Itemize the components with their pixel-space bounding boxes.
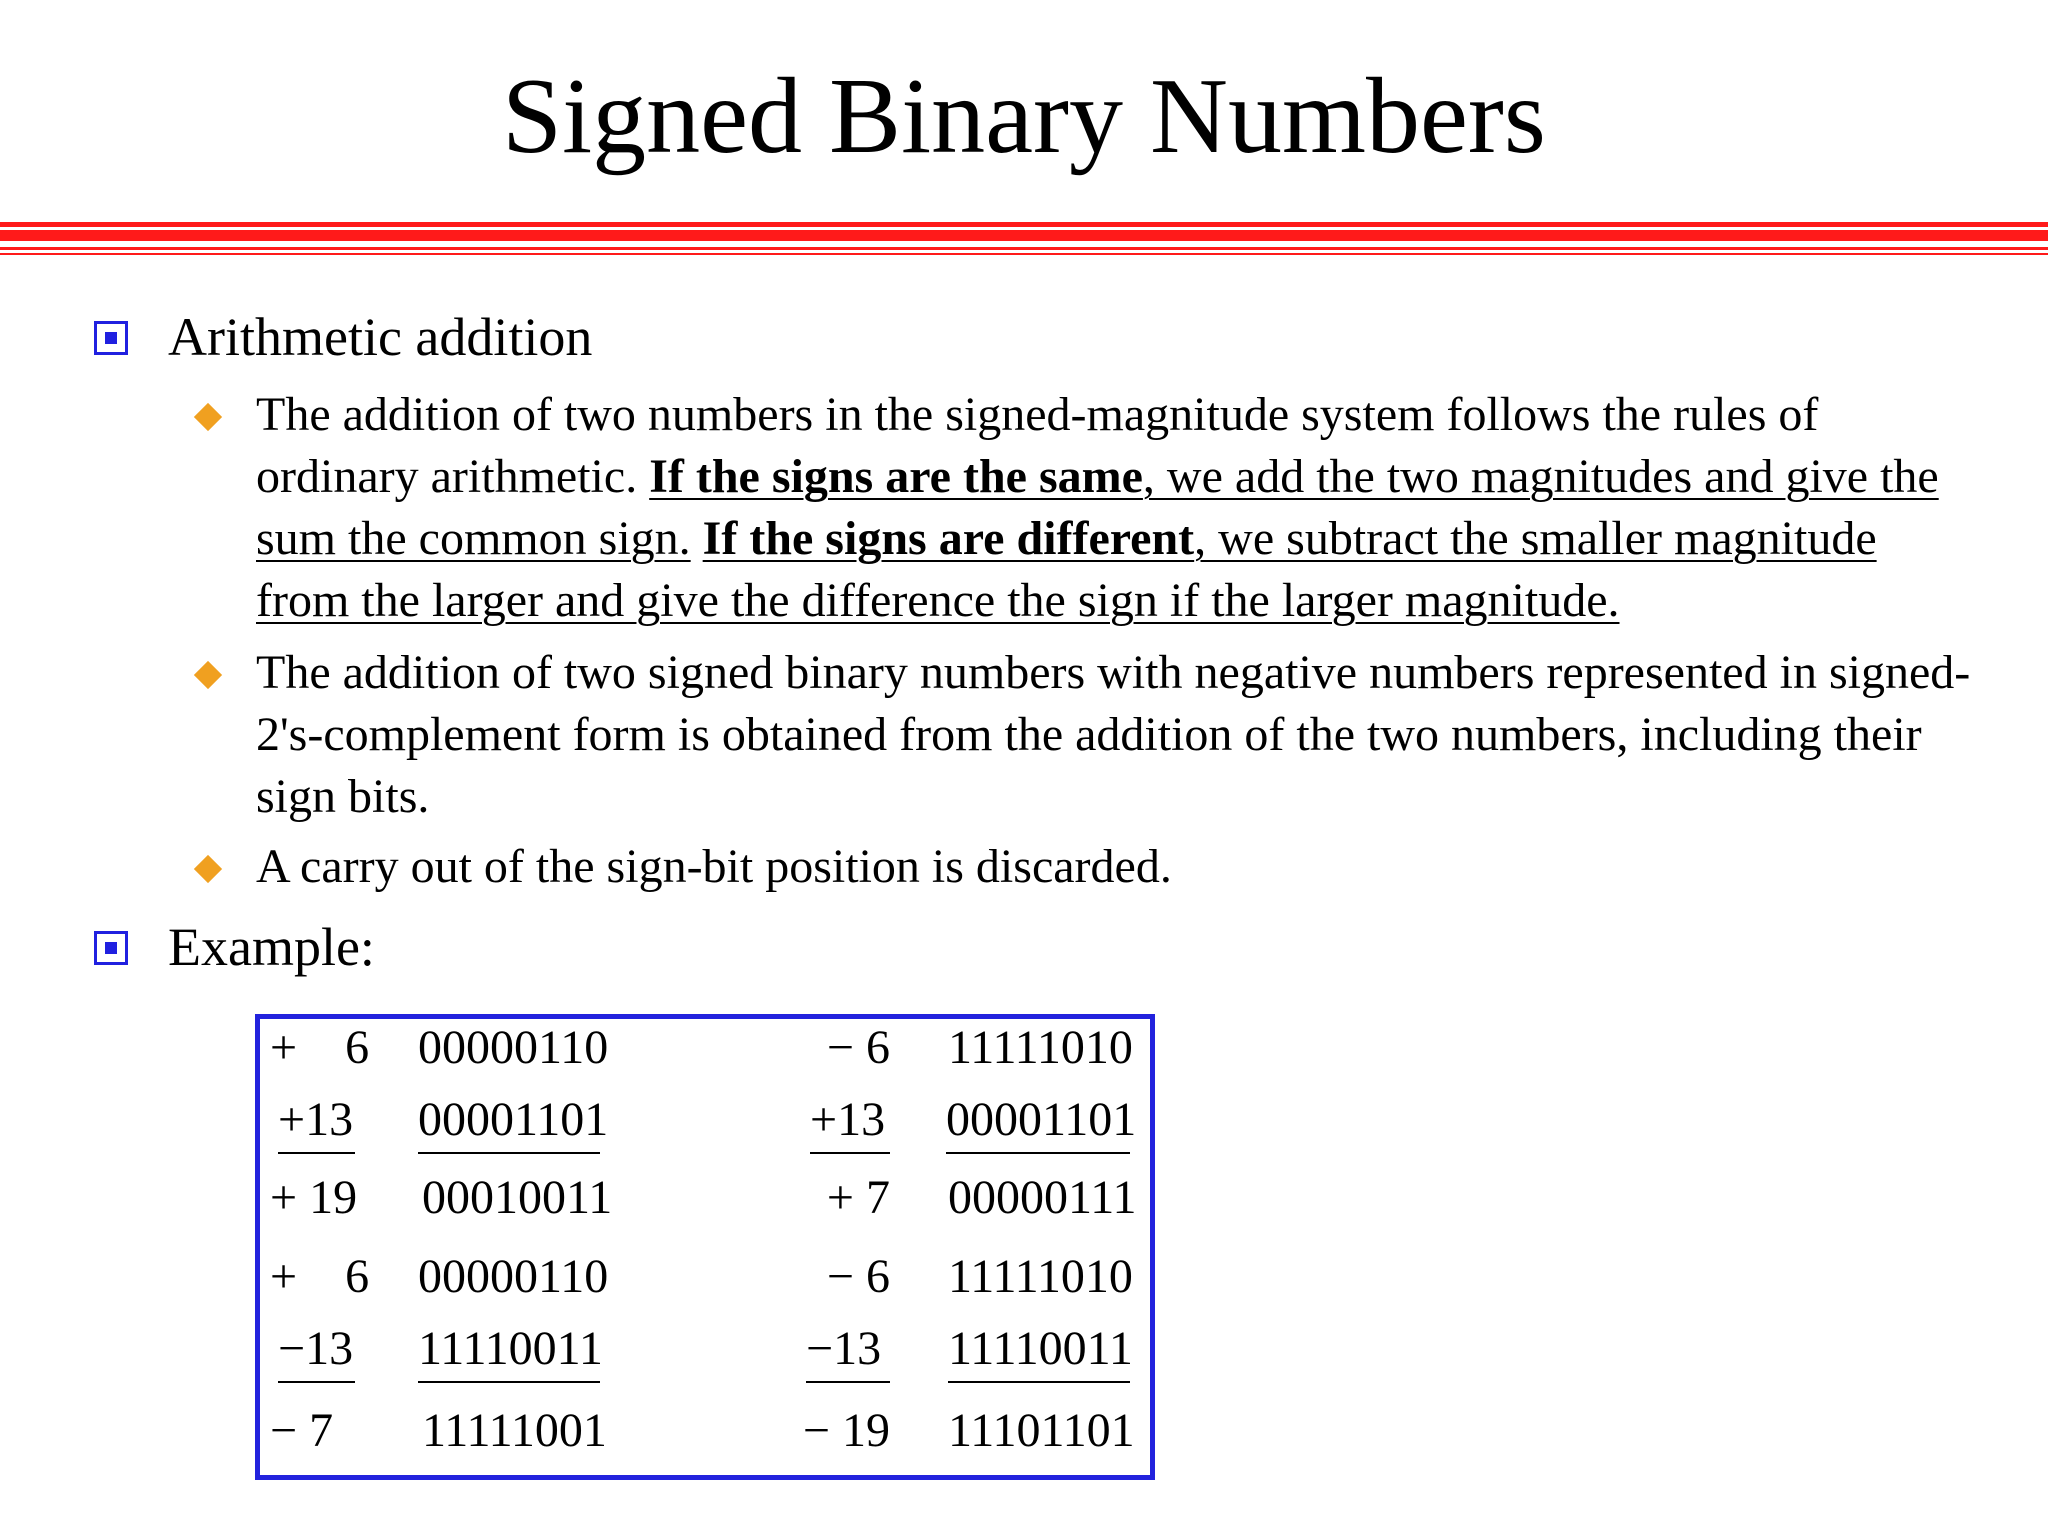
sum-line bbox=[278, 1381, 355, 1383]
sum: + 19 bbox=[270, 1171, 358, 1224]
sum-binary: 11101101 bbox=[948, 1404, 1135, 1457]
sum-line bbox=[946, 1152, 1130, 1154]
rule-same-signs-text: , we add the two magnitudes and give the sum the common sign. bbox=[256, 450, 1939, 565]
point-spacer bbox=[691, 512, 703, 565]
point-text: The addition of two numbers in the signed-magnitude system follows the rules of ordinary arithmetic. bbox=[256, 388, 1819, 503]
square-bullet-icon bbox=[94, 321, 128, 355]
rule-different-signs-text: , we subtract the smaller magnitude from the larger and give the difference the sign if the larger magnitude. bbox=[256, 512, 1877, 627]
emphasis-same-signs: If the signs are the same bbox=[649, 450, 1143, 503]
operand-a: + 6 bbox=[270, 1021, 370, 1074]
operand-a: + 6 bbox=[270, 1250, 370, 1303]
header-rule-thin bbox=[0, 247, 2048, 250]
header-rule bbox=[0, 222, 2048, 227]
operand-b: +13 bbox=[810, 1093, 886, 1146]
operand-b-binary: 11110011 bbox=[948, 1322, 1133, 1375]
sum-line bbox=[418, 1381, 600, 1383]
section-heading-example: Example: bbox=[168, 917, 375, 977]
operand-a-binary: 11111010 bbox=[948, 1250, 1133, 1303]
sum-line bbox=[418, 1152, 600, 1154]
sum-binary: 00010011 bbox=[422, 1171, 613, 1224]
sum-binary: 11111001 bbox=[422, 1404, 607, 1457]
diamond-bullet-icon bbox=[194, 855, 222, 883]
operand-a-binary: 11111010 bbox=[948, 1021, 1133, 1074]
header-rule-thick bbox=[0, 230, 2048, 241]
sum-line bbox=[806, 1381, 890, 1383]
point-twos-complement: The addition of two signed binary numbers with negative numbers represented in signed-2's-complement form is obtained from the addition of the two numbers, including their sign bits. bbox=[256, 646, 1971, 823]
operand-b: −13 bbox=[278, 1322, 354, 1375]
emphasis-different-signs: If the signs are different bbox=[702, 512, 1195, 565]
operand-b: +13 bbox=[278, 1093, 354, 1146]
sum-line bbox=[810, 1152, 890, 1154]
header-rule-thin-2 bbox=[0, 253, 2048, 255]
section-heading-arithmetic: Arithmetic addition bbox=[168, 307, 593, 367]
operand-b-binary: 00001101 bbox=[946, 1093, 1137, 1146]
operand-b-binary: 00001101 bbox=[418, 1093, 609, 1146]
point-signed-magnitude bbox=[256, 384, 1976, 632]
point-carry-discarded: A carry out of the sign-bit position is discarded. bbox=[256, 840, 1172, 893]
diamond-bullet-icon bbox=[194, 661, 222, 689]
operand-a-binary: 00000110 bbox=[418, 1021, 609, 1074]
operand-a: − 6 bbox=[826, 1021, 890, 1074]
sum: + 7 bbox=[826, 1171, 890, 1224]
square-bullet-icon bbox=[94, 931, 128, 965]
diamond-bullet-icon bbox=[194, 403, 222, 431]
sum: − 7 bbox=[270, 1404, 334, 1457]
operand-a: − 6 bbox=[826, 1250, 890, 1303]
example-box bbox=[255, 1014, 1155, 1480]
slide-title: Signed Binary Numbers bbox=[502, 57, 1546, 176]
sum: − 19 bbox=[802, 1404, 890, 1457]
sum-binary: 00000111 bbox=[948, 1171, 1137, 1224]
operand-b-binary: 11110011 bbox=[418, 1322, 603, 1375]
sum-line bbox=[278, 1152, 355, 1154]
sum-line bbox=[948, 1381, 1130, 1383]
operand-b: −13 bbox=[806, 1322, 882, 1375]
operand-a-binary: 00000110 bbox=[418, 1250, 609, 1303]
